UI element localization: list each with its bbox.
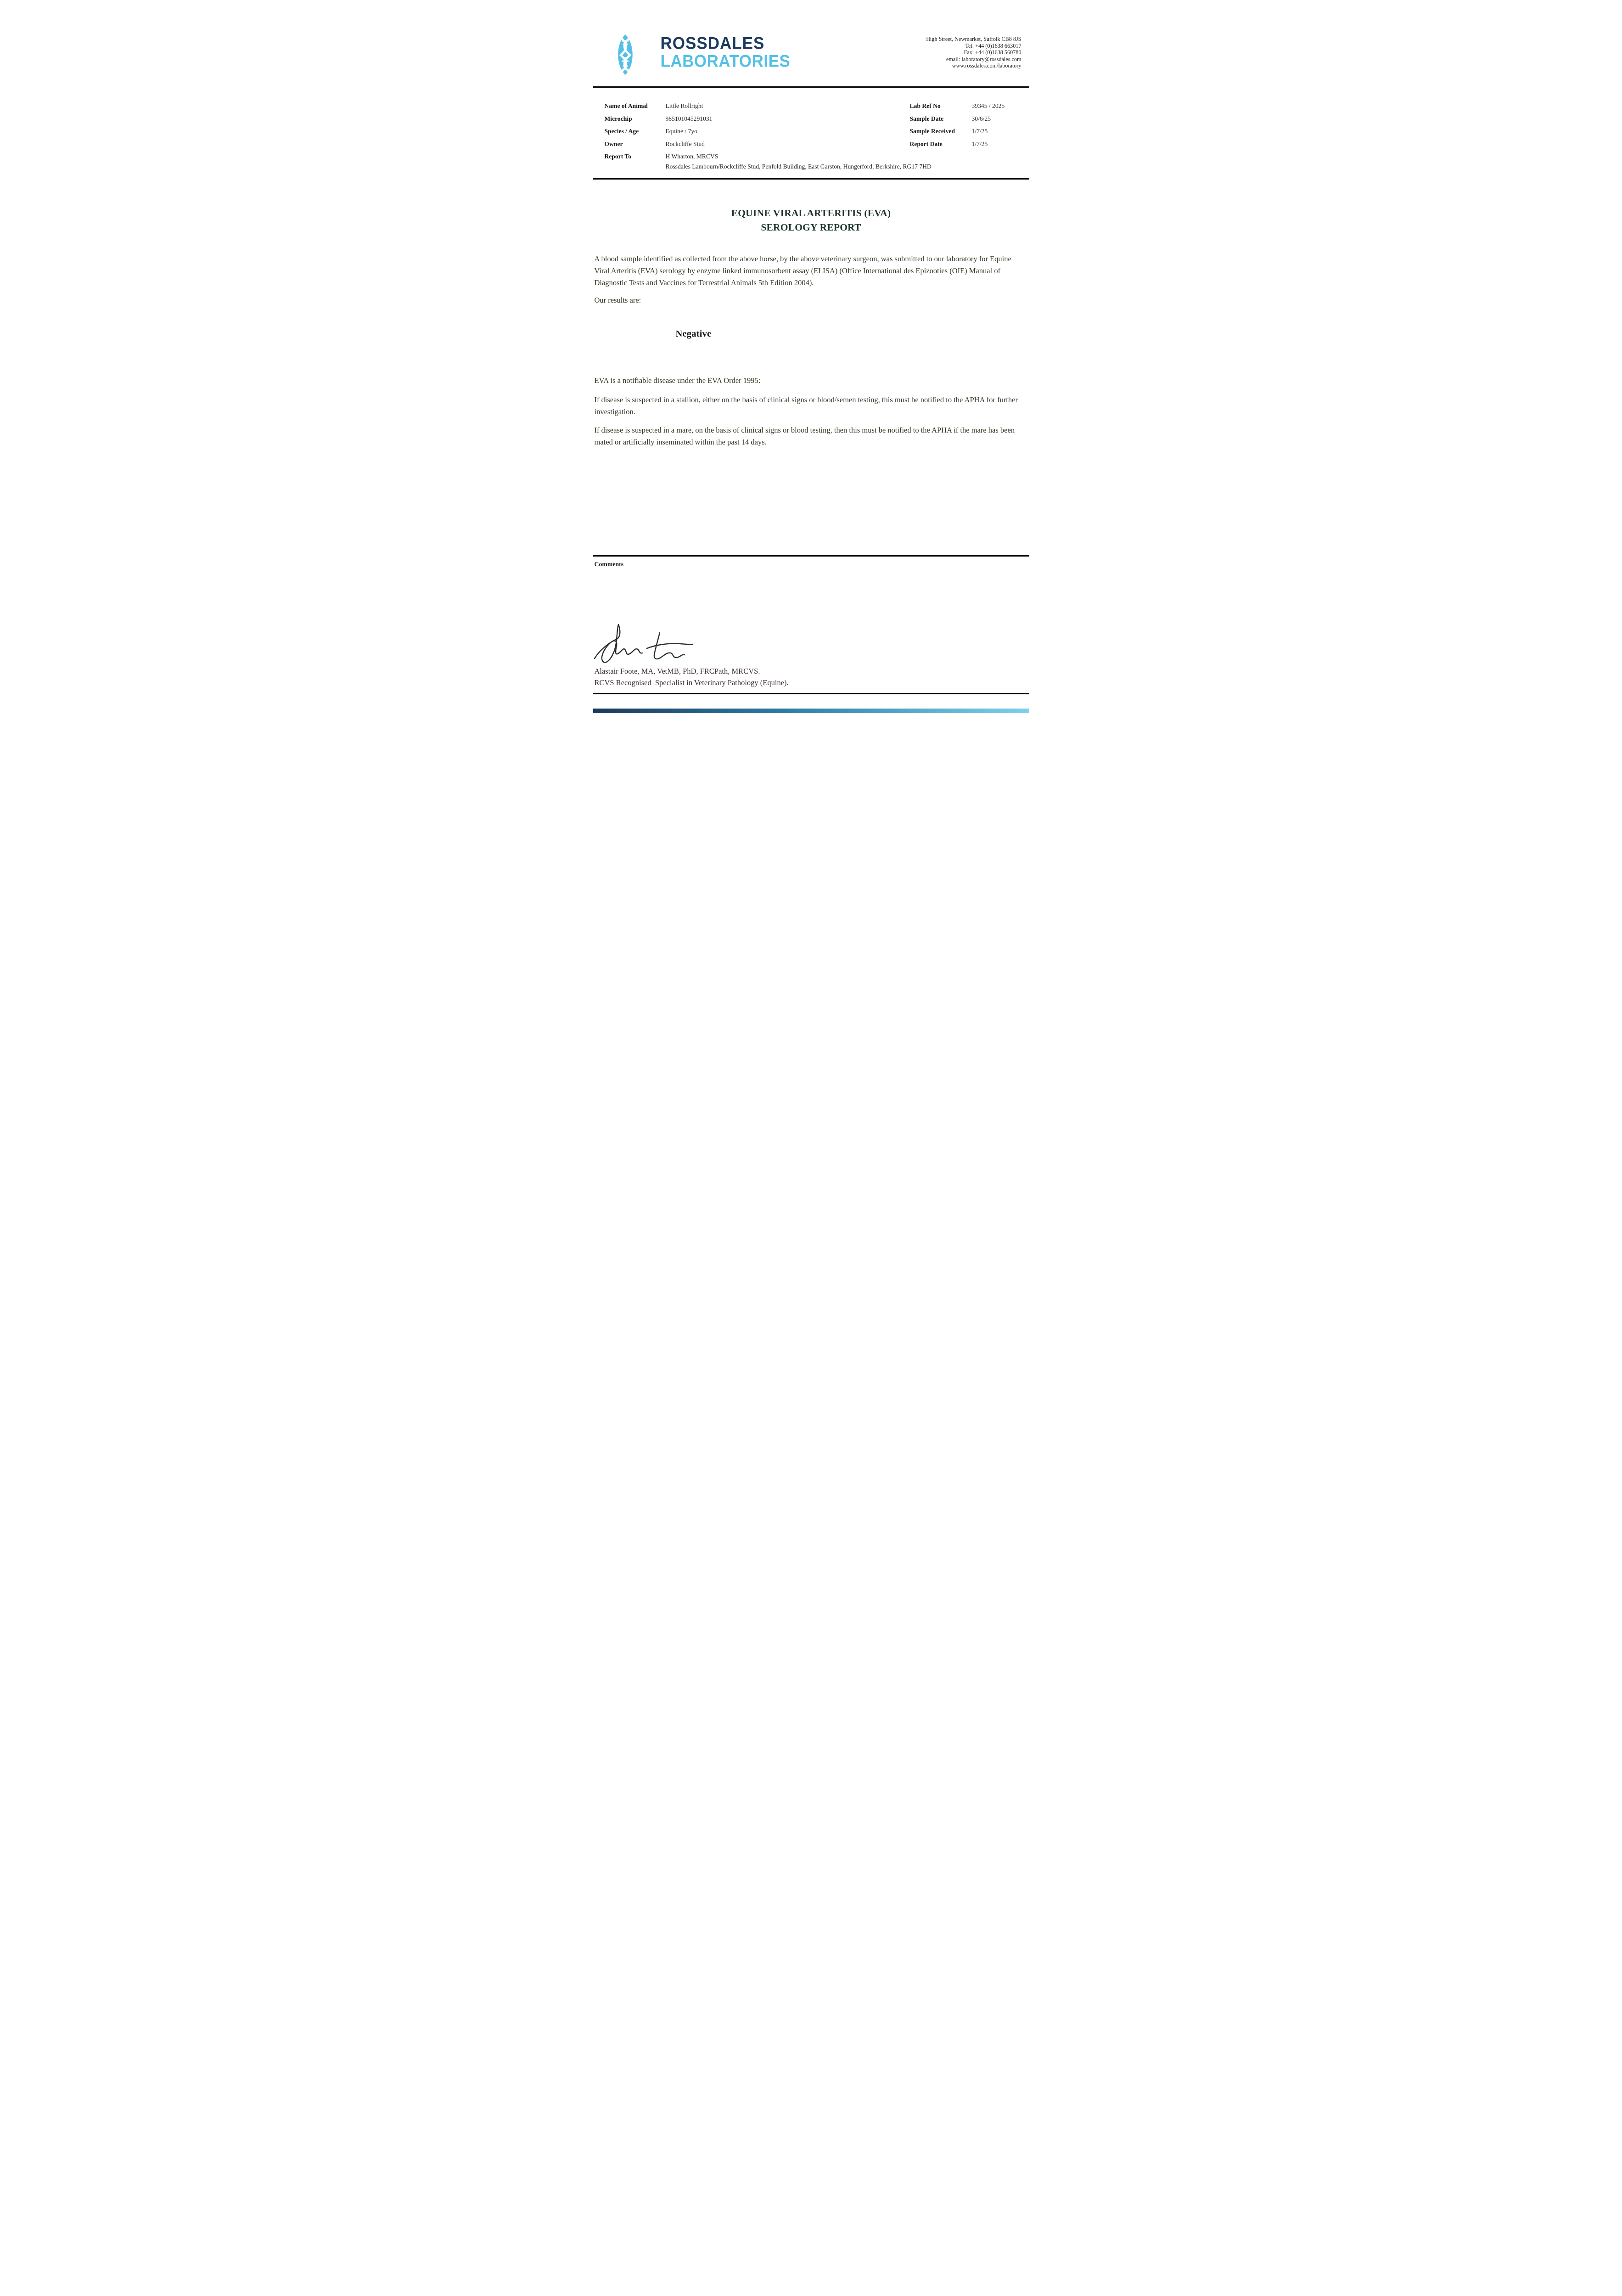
footer-rule <box>593 693 1029 694</box>
footer-gradient-bar <box>593 709 1029 713</box>
detail-label: Sample Received <box>909 128 955 135</box>
brand-name: ROSSDALES <box>660 34 765 53</box>
contact-tel: Tel: +44 (0)1638 663017 <box>965 42 1021 49</box>
brand-subname: LABORATORIES <box>660 51 791 71</box>
signature <box>591 621 706 667</box>
dna-helix-capsule-icon <box>611 34 640 75</box>
report-to-value: H Wharton, MRCVS <box>665 153 718 160</box>
detail-label: Report Date <box>909 140 943 147</box>
brand-wordmark <box>661 35 791 69</box>
report-date-value: 1/7/25 <box>971 140 988 147</box>
details-rule <box>593 178 1029 180</box>
lab-ref-value: 39345 / 2025 <box>971 102 1005 109</box>
signatory-name: Alastair Foote, MA, VetMB, PhD, FRCPath, MRCVS. <box>594 667 760 675</box>
species-age-value: Equine / 7yo <box>665 128 697 135</box>
contact-address: High Street, Newmarket, Suffolk CB8 8JS <box>926 36 1021 42</box>
contact-fax: Fax: +44 (0)1638 560780 <box>964 49 1021 56</box>
lab-report-page <box>559 0 1064 715</box>
detail-label: Sample Date <box>909 115 944 122</box>
details-labels-right <box>910 100 955 150</box>
sample-date-value: 30/6/25 <box>971 115 991 122</box>
detail-label: Report To <box>604 153 632 160</box>
contact-email: email: laboratory@rossdales.com <box>946 56 1021 62</box>
microchip-value: 985101045291031 <box>665 115 713 122</box>
detail-label: Microchip <box>604 115 632 122</box>
detail-label: Name of Animal <box>604 102 648 109</box>
header-rule <box>593 86 1029 88</box>
detail-label: Owner <box>604 140 623 147</box>
sample-received-value: 1/7/25 <box>971 128 988 135</box>
report-to-address: Rossdales Lambourn/Rockcliffe Stud, Penfold Building, East Garston, Hungerford, Berkshire, RG17 7HD <box>665 163 932 170</box>
stallion-note: If disease is suspected in a stallion, either on the basis of clinical signs or blood/semen testing, this must be notified to the APHA for further investigation. <box>594 395 1018 416</box>
details-labels-left <box>605 100 648 163</box>
details-values-right <box>972 100 1005 150</box>
result-value: Negative <box>675 329 712 339</box>
contact-block <box>926 36 1021 69</box>
details-values-left <box>666 100 718 163</box>
results-intro: Our results are: <box>594 296 641 304</box>
comments-heading: Comments <box>594 561 624 568</box>
signatory-role: RCVS Recognised Specialist in Veterinary Pathology (Equine). <box>594 678 789 687</box>
detail-label: Species / Age <box>604 128 639 135</box>
report-title-line2: SEROLOGY REPORT <box>761 222 861 233</box>
animal-name-value: Little Rollright <box>665 102 703 109</box>
detail-label: Lab Ref No <box>909 102 941 109</box>
report-title-line1: EQUINE VIRAL ARTERITIS (EVA) <box>731 208 891 219</box>
notifiable-note: EVA is a notifiable disease under the EVA Order 1995: <box>594 376 761 385</box>
comments-rule <box>593 555 1029 557</box>
contact-website: www.rossdales.com/laboratory <box>952 62 1021 69</box>
signature-scribble <box>591 621 706 667</box>
intro-paragraph: A blood sample identified as collected from the above horse, by the above veterinary surgeon, was submitted to our laboratory for Equine Viral Arteritis (EVA) serology by enzyme linked immunosorbent assay (ELISA) (Office International des Epizooties (OIE) Manual of Diagnostic Tests and Vaccines for Terrestrial Animals 5th Edition 2004). <box>594 254 1011 287</box>
mare-note: If disease is suspected in a mare, on the basis of clinical signs or blood testing, then this must be notified to the APHA if the mare has been mated or artificially inseminated within the past 14 days. <box>594 426 1015 446</box>
report-title <box>559 206 1064 235</box>
rossdales-logo <box>611 34 640 75</box>
owner-value: Rockcliffe Stud <box>665 140 705 147</box>
